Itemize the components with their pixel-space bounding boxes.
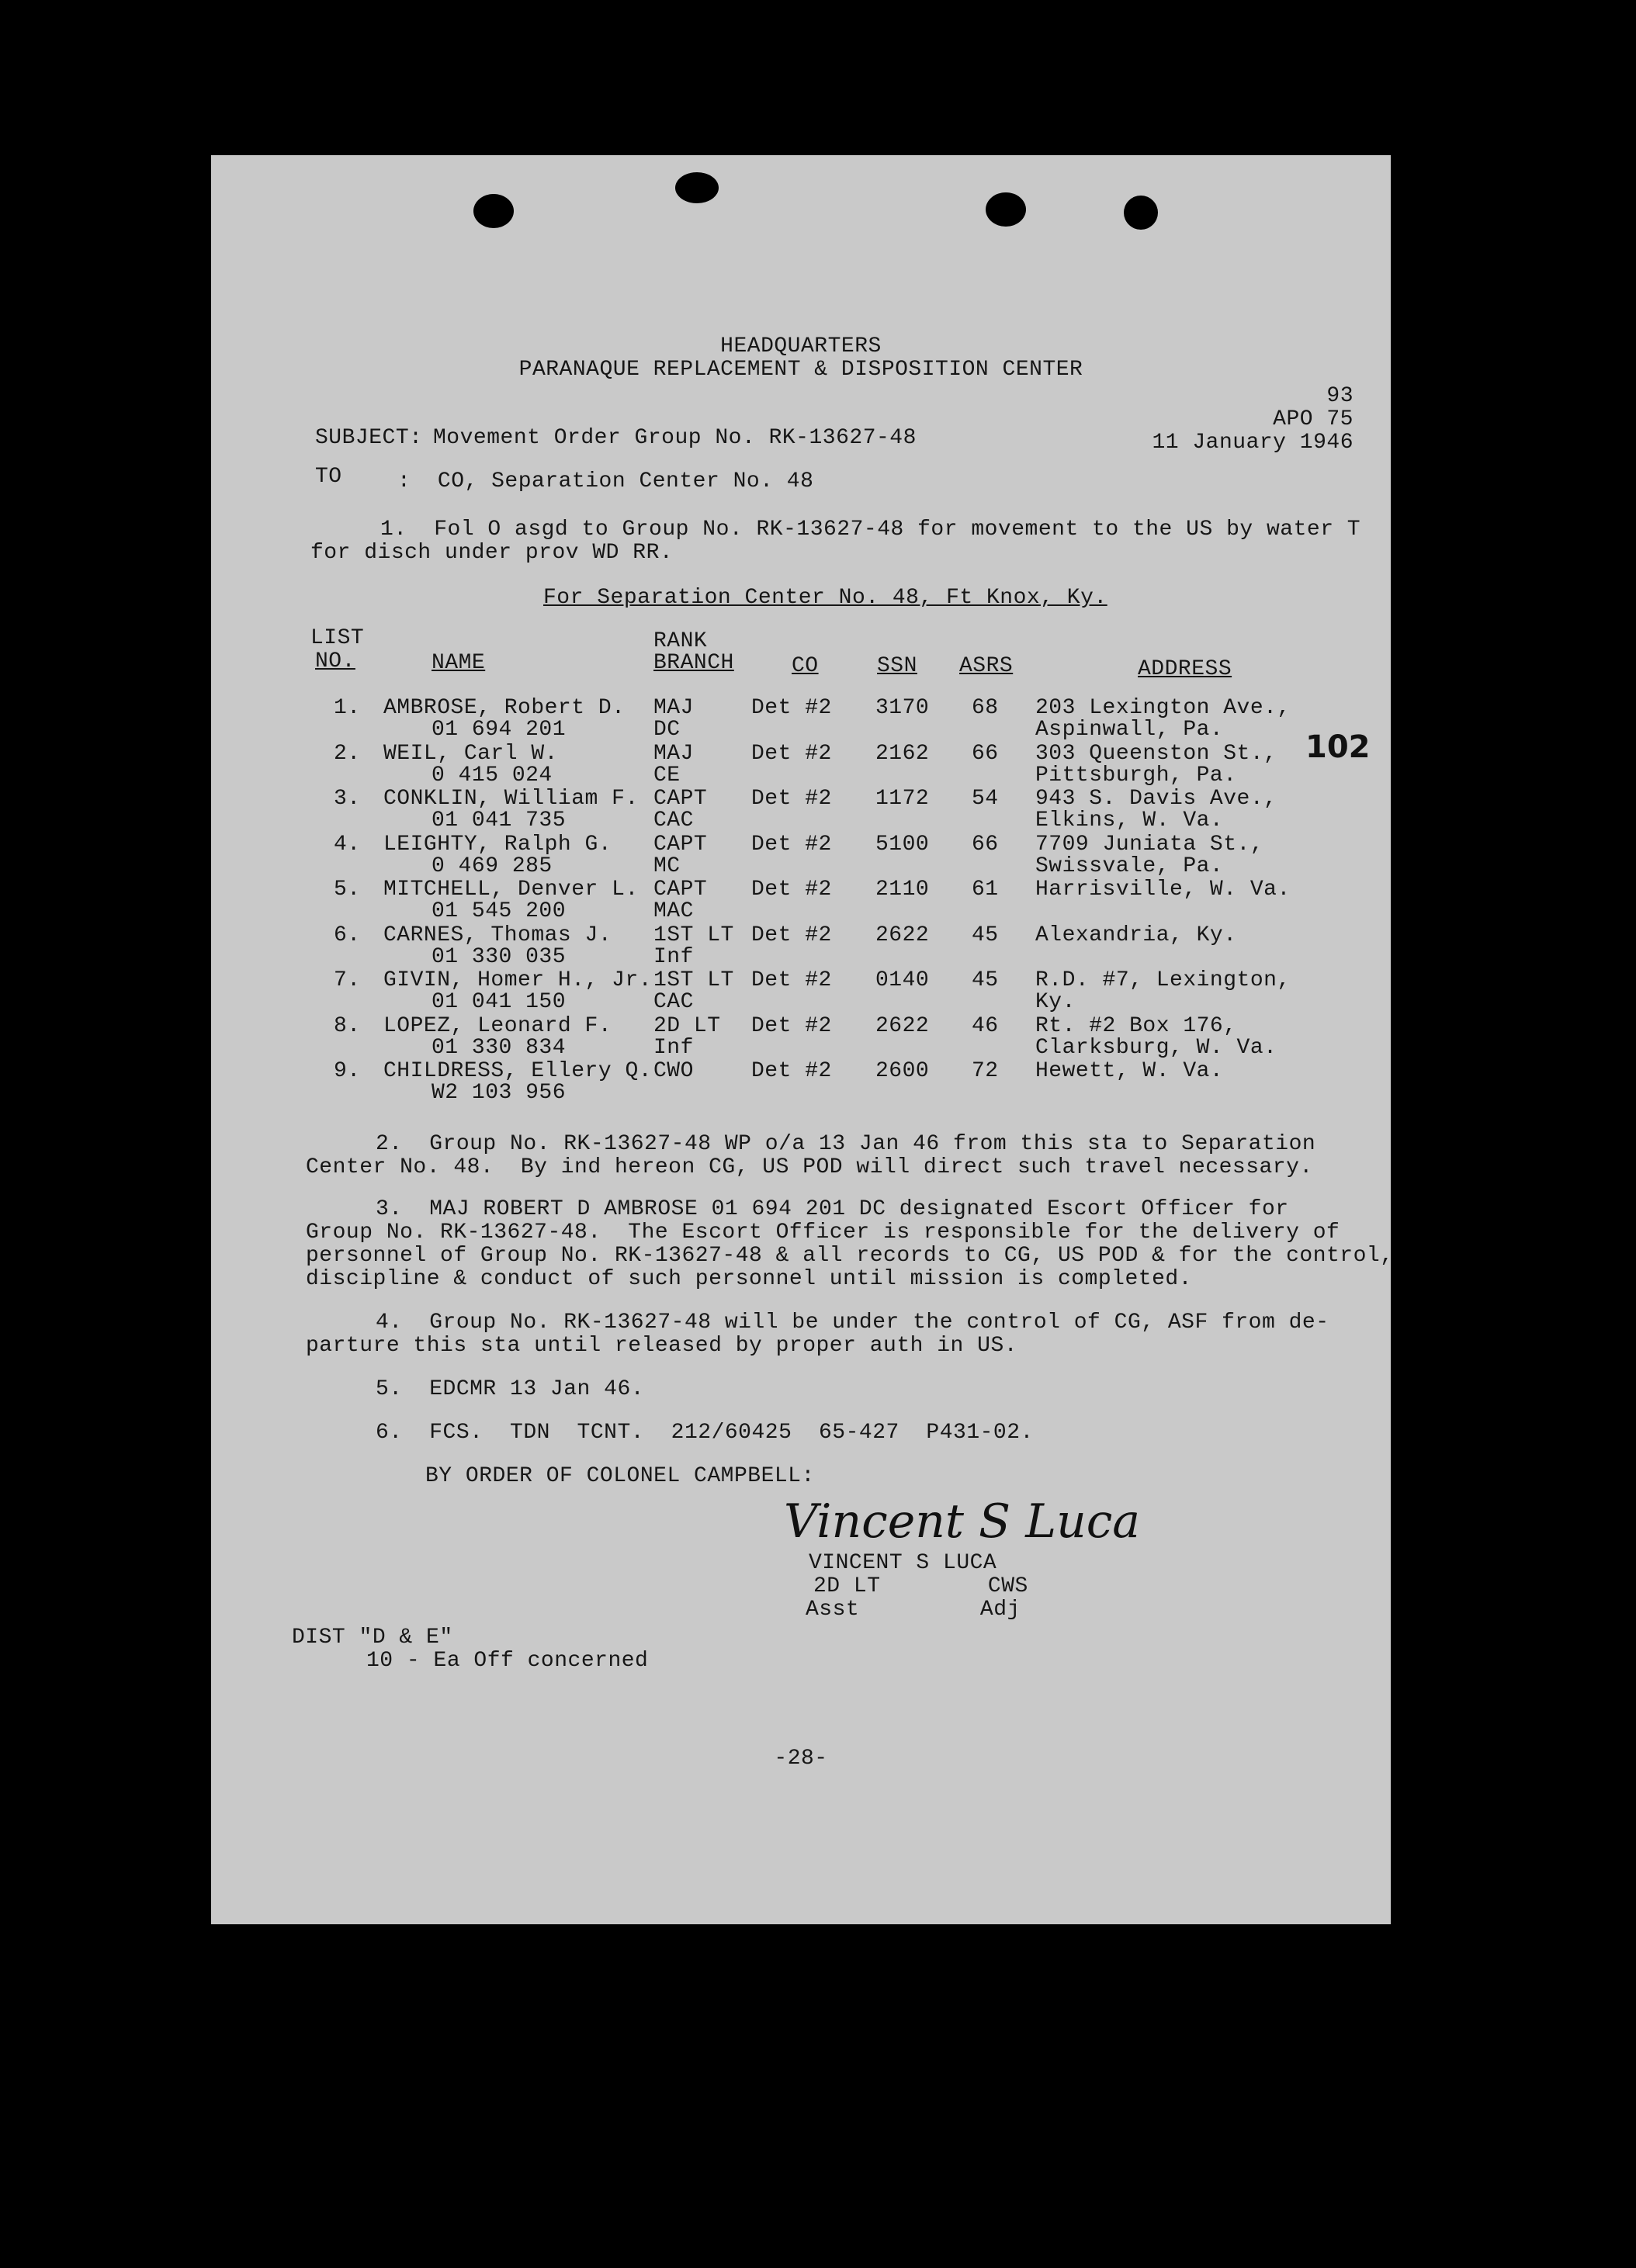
asrs: 68 [972, 696, 999, 720]
address-line-2: Pittsburgh, Pa. [1035, 763, 1237, 788]
to-label: TO [315, 465, 342, 489]
paragraph-3-line-4: discipline & conduct of such personnel until mission is completed. [306, 1267, 1192, 1291]
paragraph-3-line-2: Group No. RK-13627-48. The Escort Officer is responsible for the delivery of [306, 1221, 1340, 1245]
rank: 1ST LT [653, 968, 734, 992]
paragraph-2-line-2: Center No. 48. By ind hereon CG, US POD will direct such travel necessary. [306, 1155, 1313, 1179]
punch-hole-4 [1124, 196, 1158, 230]
company: Det #2 [751, 968, 832, 992]
address-line-1: 303 Queenston St., [1035, 741, 1277, 766]
handwritten-signature: Vincent S Luca [784, 1494, 1141, 1549]
header-line-1: HEADQUARTERS [720, 334, 882, 358]
list-number: 2. [334, 741, 361, 766]
address-line-1: Alexandria, Ky. [1035, 923, 1237, 947]
serial-number: 01 694 201 [432, 718, 567, 742]
branch: MC [653, 854, 681, 878]
person-name: CARNES, Thomas J. [383, 923, 612, 947]
address-line-1: Hewett, W. Va. [1035, 1059, 1224, 1083]
company: Det #2 [751, 696, 832, 720]
page-number: -28- [774, 1747, 828, 1771]
ssn: 5100 [875, 832, 930, 857]
col-header-address: ADDRESS [1138, 657, 1232, 681]
person-name: CHILDRESS, Ellery Q. [383, 1059, 653, 1083]
col-header-branch: BRANCH [653, 651, 734, 675]
distribution-label: DIST "D & E" [292, 1626, 453, 1650]
paragraph-1-line-2: for disch under prov WD RR. [310, 541, 674, 565]
serial-number: 01 545 200 [432, 899, 567, 923]
apo: APO 75 [1273, 407, 1354, 431]
asrs: 66 [972, 741, 999, 766]
serial-number: 01 041 150 [432, 990, 567, 1014]
branch: MAC [653, 899, 694, 923]
rank: CAPT [653, 832, 708, 857]
col-header-asrs: ASRS [959, 654, 1014, 678]
col-header-co: CO [792, 654, 819, 678]
company: Det #2 [751, 832, 832, 857]
col-header-no: NO. [315, 649, 355, 673]
signer-rank: 2D LT CWS [813, 1574, 1028, 1598]
rank: 2D LT [653, 1013, 721, 1038]
asrs: 45 [972, 923, 999, 947]
header-line-2: PARANAQUE REPLACEMENT & DISPOSITION CENTER [518, 358, 1083, 382]
list-number: 4. [334, 832, 361, 857]
branch: CE [653, 763, 681, 788]
punch-hole-3 [986, 192, 1026, 227]
person-name: WEIL, Carl W. [383, 741, 558, 766]
address-line-1: Rt. #2 Box 176, [1035, 1013, 1237, 1038]
rank: MAJ [653, 696, 694, 720]
company: Det #2 [751, 787, 832, 811]
person-name: LEIGHTY, Ralph G. [383, 832, 612, 857]
subject: Movement Order Group No. RK-13627-48 [433, 426, 917, 450]
rank: CAPT [653, 787, 708, 811]
col-header-name: NAME [432, 651, 486, 675]
company: Det #2 [751, 741, 832, 766]
asrs: 46 [972, 1013, 999, 1038]
subject-label: SUBJECT: [315, 426, 423, 450]
paragraph-5: 5. EDCMR 13 Jan 46. [376, 1377, 645, 1401]
person-name: LOPEZ, Leonard F. [383, 1013, 612, 1038]
punch-hole-2 [675, 172, 719, 203]
serial-number: 01 330 834 [432, 1035, 567, 1060]
by-order: BY ORDER OF COLONEL CAMPBELL: [425, 1464, 815, 1488]
paragraph-4-line-1: 4. Group No. RK-13627-48 will be under the control of CG, ASF from de- [376, 1311, 1329, 1335]
address-line-2: Clarksburg, W. Va. [1035, 1035, 1277, 1060]
document-date: 11 January 1946 [1152, 431, 1354, 455]
page-stamp-number: 102 [1305, 729, 1371, 765]
col-header-ssn: SSN [877, 654, 917, 678]
list-number: 5. [334, 878, 361, 902]
rank: 1ST LT [653, 923, 734, 947]
address-line-1: R.D. #7, Lexington, [1035, 968, 1291, 992]
branch: Inf [653, 1035, 694, 1060]
address-line-2: Swissvale, Pa. [1035, 854, 1224, 878]
col-header-list: LIST [310, 626, 365, 650]
paragraph-2-line-1: 2. Group No. RK-13627-48 WP o/a 13 Jan 46 from this sta to Separation [376, 1132, 1316, 1156]
person-name: GIVIN, Homer H., Jr. [383, 968, 653, 992]
serial-number: 01 330 035 [432, 944, 567, 969]
company: Det #2 [751, 923, 832, 947]
to-recipient: : CO, Separation Center No. 48 [397, 469, 814, 493]
ssn: 2622 [875, 1013, 930, 1038]
ssn: 2622 [875, 923, 930, 947]
ssn: 3170 [875, 696, 930, 720]
asrs: 72 [972, 1059, 999, 1083]
list-number: 1. [334, 696, 361, 720]
asrs: 45 [972, 968, 999, 992]
serial-number: 0 415 024 [432, 763, 553, 788]
col-header-rank: RANK [653, 629, 708, 653]
paragraph-6: 6. FCS. TDN TCNT. 212/60425 65-427 P431-02. [376, 1421, 1034, 1445]
branch: CAC [653, 990, 694, 1014]
asrs: 66 [972, 832, 999, 857]
ssn: 2162 [875, 741, 930, 766]
list-number: 8. [334, 1013, 361, 1038]
branch: CAC [653, 809, 694, 833]
asrs: 61 [972, 878, 999, 902]
company: Det #2 [751, 1013, 832, 1038]
document-page [211, 155, 1394, 1924]
person-name: MITCHELL, Denver L. [383, 878, 639, 902]
person-name: AMBROSE, Robert D. [383, 696, 626, 720]
ssn: 0140 [875, 968, 930, 992]
ssn: 2600 [875, 1059, 930, 1083]
rank: MAJ [653, 741, 694, 766]
paragraph-3-line-1: 3. MAJ ROBERT D AMBROSE 01 694 201 DC designated Escort Officer for [376, 1197, 1289, 1221]
ssn: 2110 [875, 878, 930, 902]
list-number: 3. [334, 787, 361, 811]
paragraph-4-line-2: parture this sta until released by proper auth in US. [306, 1334, 1018, 1358]
address-line-2: Ky. [1035, 990, 1076, 1014]
serial-number: 0 469 285 [432, 854, 553, 878]
rank: CAPT [653, 878, 708, 902]
address-line-2: Aspinwall, Pa. [1035, 718, 1224, 742]
serial-number: W2 103 956 [432, 1081, 567, 1105]
distribution-detail: 10 - Ea Off concerned [366, 1649, 649, 1673]
rank: CWO [653, 1059, 694, 1083]
address-line-1: Harrisville, W. Va. [1035, 878, 1291, 902]
paragraph-1-line-1: 1. Fol O asgd to Group No. RK-13627-48 for movement to the US by water T [380, 518, 1361, 542]
list-number: 7. [334, 968, 361, 992]
address-line-2: Elkins, W. Va. [1035, 809, 1224, 833]
apo-number: 93 [1326, 384, 1354, 408]
asrs: 54 [972, 787, 999, 811]
section-title: For Separation Center No. 48, Ft Knox, Ky. [543, 586, 1107, 610]
list-number: 9. [334, 1059, 361, 1083]
paragraph-3-line-3: personnel of Group No. RK-13627-48 & all records to CG, US POD & for the control, [306, 1244, 1394, 1268]
person-name: CONKLIN, William F. [383, 787, 639, 811]
ssn: 1172 [875, 787, 930, 811]
signer-title: Asst Adj [806, 1598, 1021, 1622]
list-number: 6. [334, 923, 361, 947]
company: Det #2 [751, 878, 832, 902]
address-line-1: 943 S. Davis Ave., [1035, 787, 1277, 811]
company: Det #2 [751, 1059, 832, 1083]
address-line-1: 7709 Juniata St., [1035, 832, 1264, 857]
branch: DC [653, 718, 681, 742]
serial-number: 01 041 735 [432, 809, 567, 833]
address-line-1: 203 Lexington Ave., [1035, 696, 1291, 720]
branch: Inf [653, 944, 694, 969]
punch-hole-1 [473, 194, 514, 228]
signer-name: VINCENT S LUCA [809, 1551, 997, 1575]
